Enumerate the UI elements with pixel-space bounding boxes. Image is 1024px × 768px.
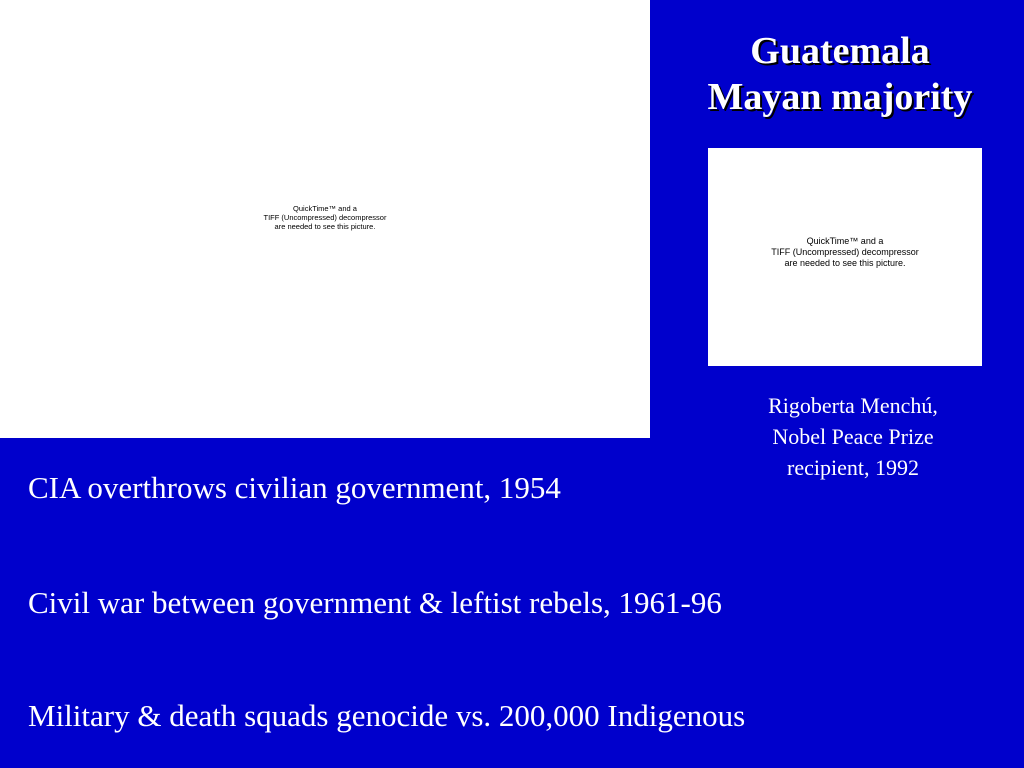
caption-line-2: Nobel Peace Prize <box>772 424 934 449</box>
portrait-image-placeholder <box>708 148 982 366</box>
bullet-item: CIA overthrows civilian government, 1954 <box>28 470 561 505</box>
title-line-1: Guatemala <box>750 30 930 72</box>
main-image-placeholder <box>0 0 650 438</box>
bullet-item: Military & death squads genocide vs. 200,000 Indigenous <box>28 698 746 733</box>
slide-title <box>660 28 1020 120</box>
title-line-2: Mayan majority <box>707 76 973 118</box>
portrait-image-message: QuickTime™ and a TIFF (Uncompressed) decompressor are needed to see this picture. <box>771 236 919 268</box>
caption-line-1: Rigoberta Menchú, <box>768 393 938 418</box>
caption-line-3: recipient, 1992 <box>787 455 919 480</box>
portrait-caption <box>700 390 1006 483</box>
main-image-message: QuickTime™ and a TIFF (Uncompressed) decompressor are needed to see this picture. <box>263 204 387 231</box>
bullet-item: Civil war between government & leftist rebels, 1961-96 <box>28 585 722 620</box>
